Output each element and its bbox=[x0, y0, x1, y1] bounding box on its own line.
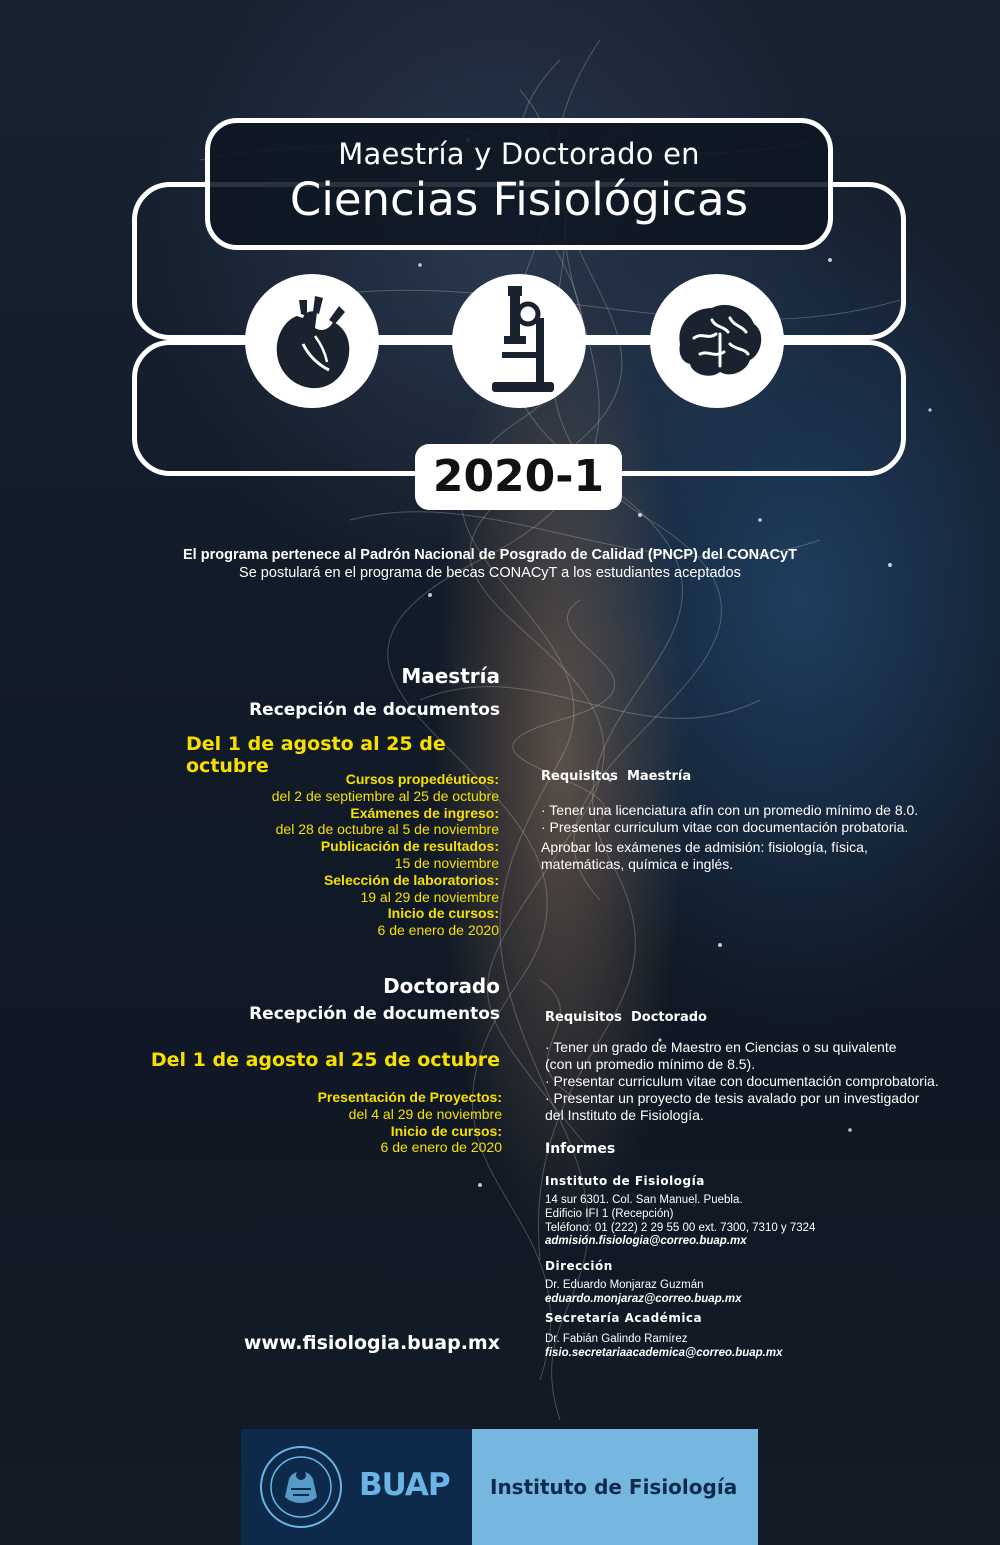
footer-institute-panel bbox=[472, 1429, 758, 1545]
program-title: Ciencias Fisiológicas bbox=[289, 173, 749, 226]
schedule-value: del 28 de octubre al 5 de noviembre bbox=[275, 821, 499, 838]
informes-direccion bbox=[545, 1259, 965, 1307]
buap-logo-text: BUAP bbox=[359, 1467, 450, 1503]
requirement-item: del Instituto de Fisiología. bbox=[545, 1107, 704, 1123]
maestria-reception-dates: Del 1 de agosto al 25 de octubre bbox=[186, 733, 446, 777]
direccion-email[interactable]: eduardo.monjaraz@correo.buap.mx bbox=[545, 1292, 742, 1305]
schedule-label: Exámenes de ingreso: bbox=[350, 804, 499, 821]
doctorado-reception-label: Recepción de documentos bbox=[249, 1004, 500, 1024]
schedule-label: Publicación de resultados: bbox=[320, 838, 499, 855]
informes-title: Informes bbox=[545, 1141, 616, 1157]
informes-instituto bbox=[545, 1174, 965, 1249]
schedule-value: del 4 al 29 de noviembre bbox=[348, 1105, 502, 1122]
title-line1: Maestría y Doctorado en bbox=[338, 137, 700, 171]
doctorado-schedule bbox=[150, 1089, 502, 1156]
schedule-label: Cursos propedéuticos: bbox=[345, 771, 499, 787]
requirement-item: Aprobar los exámenes de admisión: fisiología, física, bbox=[541, 839, 868, 855]
instituto-title: Instituto de Fisiología bbox=[545, 1174, 705, 1188]
website-link[interactable]: www.fisiologia.buap.mx bbox=[243, 1332, 500, 1354]
doctorado-requirements-title: Requisitos Doctorado bbox=[545, 1010, 707, 1025]
schedule-value: 19 al 29 de noviembre bbox=[360, 888, 499, 905]
brain-icon bbox=[650, 274, 784, 408]
address-line: 14 sur 6301. Col. San Manuel. Puebla. bbox=[545, 1194, 743, 1206]
schedule-label: Inicio de cursos: bbox=[387, 905, 499, 922]
informes-secretaria bbox=[545, 1311, 965, 1361]
doctorado-reception-dates: Del 1 de agosto al 25 de octubre bbox=[150, 1049, 500, 1071]
maestria-section bbox=[150, 664, 500, 720]
secretaria-name: Dr. Fabián Galindo Ramírez bbox=[545, 1333, 688, 1345]
footer-banner bbox=[241, 1429, 758, 1545]
schedule-value: 6 de enero de 2020 bbox=[377, 922, 499, 939]
requirement-item: · Presentar curriculum vitae con documentación comprobatoria. bbox=[545, 1073, 939, 1089]
direccion-name: Dr. Eduardo Monjaraz Guzmán bbox=[545, 1279, 704, 1291]
maestria-reception-label: Recepción de documentos bbox=[249, 700, 500, 720]
requirement-item: · Tener una licenciatura afín con un promedio mínimo de 8.0. bbox=[541, 802, 919, 818]
requirement-item: (con un promedio mínimo de 8.5). bbox=[545, 1056, 756, 1072]
schedule-value: del 2 de septiembre al 25 de octubre bbox=[271, 787, 499, 804]
intro-line1: El programa pertenece al Padrón Nacional de Posgrado de Calidad (PNCP) del CONACyT bbox=[183, 547, 797, 563]
doctorado-requirements bbox=[545, 1039, 985, 1124]
intro-line2: Se postulará en el programa de becas CONACyT a los estudiantes aceptados bbox=[239, 565, 741, 581]
footer-brand-panel bbox=[241, 1429, 472, 1545]
schedule-label: Selección de laboratorios: bbox=[323, 871, 499, 888]
university-seal-icon bbox=[259, 1445, 343, 1529]
schedule-label: Inicio de cursos: bbox=[390, 1122, 502, 1139]
maestria-schedule bbox=[150, 771, 499, 939]
schedule-value: 15 de noviembre bbox=[394, 854, 499, 871]
secretaria-email[interactable]: fisio.secretariaacademica@correo.buap.mx bbox=[545, 1346, 783, 1359]
period-badge: 2020-1 bbox=[415, 444, 622, 510]
instituto-email[interactable]: admisión.fisiologia@correo.buap.mx bbox=[545, 1235, 747, 1248]
requirement-item: matemáticas, química e inglés. bbox=[541, 856, 734, 872]
microscope-icon bbox=[452, 274, 586, 408]
doctorado-section bbox=[150, 974, 500, 1024]
requirement-item: · Tener un grado de Maestro en Ciencias o su quivalente bbox=[545, 1039, 897, 1055]
maestria-title: Maestría bbox=[401, 664, 500, 688]
schedule-label: Presentación de Proyectos: bbox=[317, 1089, 502, 1105]
requirement-item: · Presentar un proyecto de tesis avalado por un investigador bbox=[545, 1090, 920, 1106]
direccion-title: Dirección bbox=[545, 1259, 613, 1273]
address-line: Edificio IFI 1 (Recepción) bbox=[545, 1207, 674, 1220]
doctorado-title: Doctorado bbox=[383, 974, 500, 998]
maestria-requirements-title: Requisitos Maestría bbox=[541, 769, 692, 784]
heart-icon bbox=[245, 274, 379, 408]
schedule-value: 6 de enero de 2020 bbox=[380, 1139, 502, 1156]
secretaria-title: Secretaría Académica bbox=[545, 1311, 703, 1325]
maestria-requirements bbox=[541, 802, 981, 873]
title-box bbox=[205, 118, 833, 250]
institute-name: Instituto de Fisiología bbox=[490, 1475, 738, 1499]
phone-line: Teléfono: 01 (222) 2 29 55 00 ext. 7300, 7310 y 7324 bbox=[545, 1221, 816, 1234]
requirement-item: · Presentar curriculum vitae con documentación probatoria. bbox=[541, 819, 909, 835]
